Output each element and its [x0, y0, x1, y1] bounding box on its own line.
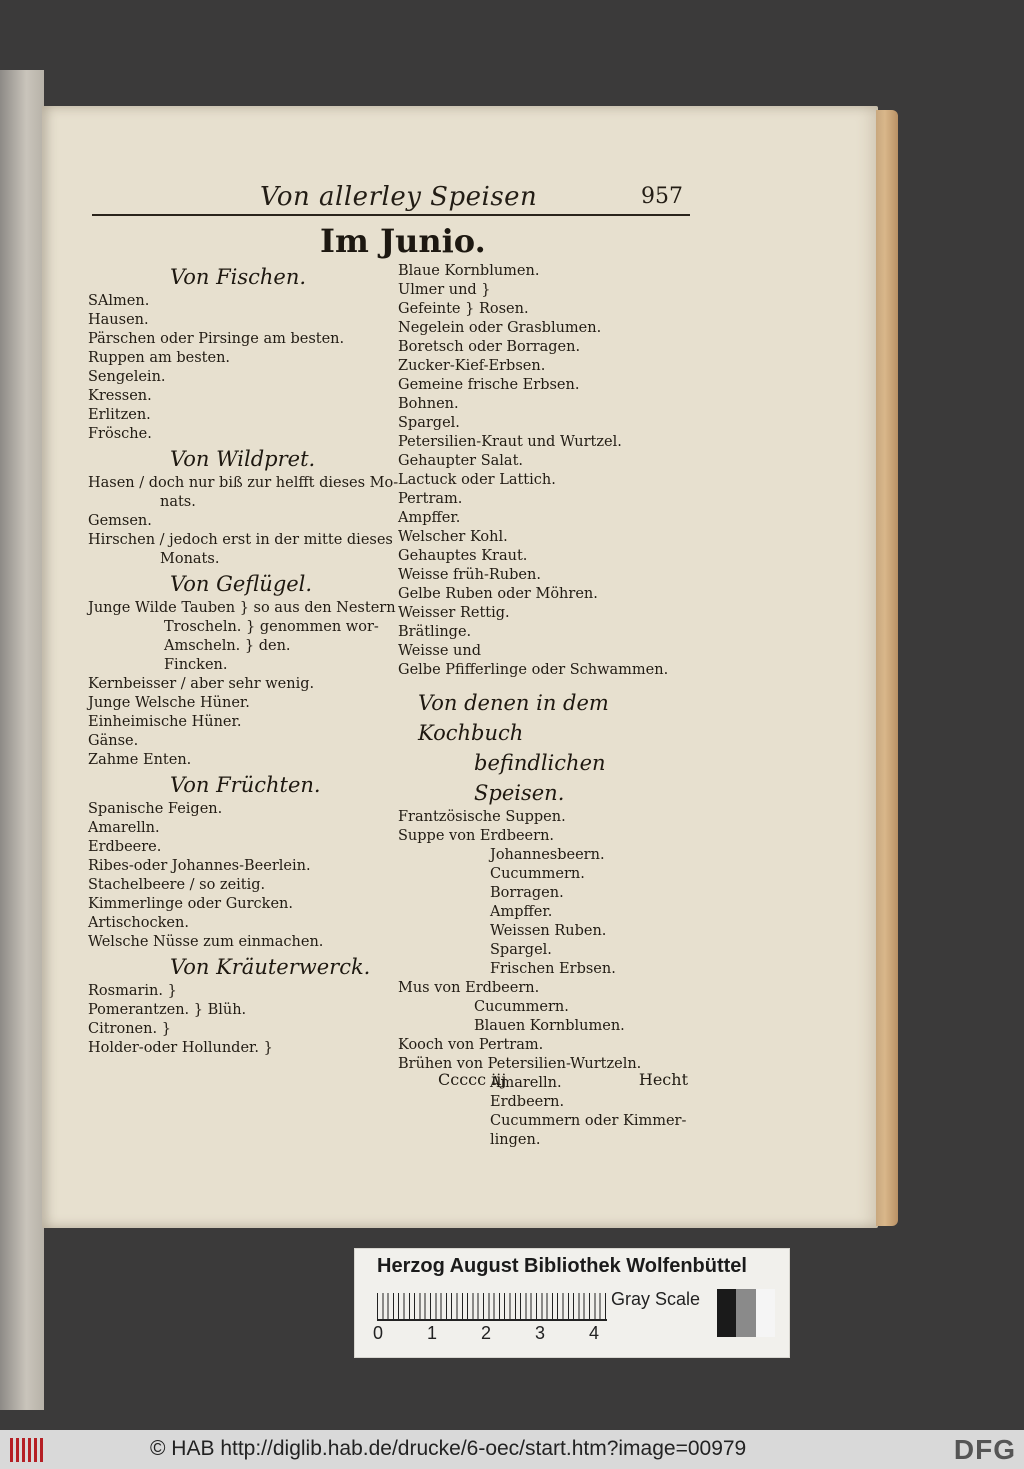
list-item: Junge Welsche Hüner. — [88, 695, 250, 711]
list-item: Amarelln. — [490, 1075, 562, 1091]
running-header — [95, 182, 695, 216]
list-item: SAlmen. — [88, 293, 150, 309]
list-item: Erdbeere. — [88, 839, 162, 855]
dfg-logo: DFG — [953, 1434, 1016, 1465]
list-item: Amscheln. } den. — [164, 638, 291, 654]
list-item: Welsche Nüsse zum einmachen. — [88, 934, 324, 950]
color-calibration-card — [354, 1248, 790, 1358]
spacer — [398, 680, 698, 688]
list-item: Spanische Feigen. — [88, 801, 223, 817]
list-item: Junge Wilde Tauben } so aus den Nestern — [88, 600, 396, 616]
list-item: Blauen Kornblumen. — [474, 1018, 625, 1034]
list-item: Erdbeern. — [490, 1094, 565, 1110]
ruler-number: 2 — [481, 1323, 492, 1343]
list-item: Weisse und — [398, 643, 481, 659]
list-item: Johannesbeern. — [490, 847, 605, 863]
list-item: Erlitzen. — [88, 407, 151, 423]
list-item: nats. — [160, 494, 196, 510]
hab-logo-icon — [10, 1438, 46, 1462]
list-item: Frösche. — [88, 426, 152, 442]
list-item: Ruppen am besten. — [88, 350, 231, 366]
list-item: Hasen / doch nur biß zur helfft dieses Mo- — [88, 475, 399, 491]
ruler-number: 0 — [373, 1323, 384, 1343]
list-item: Kernbeisser / aber sehr wenig. — [88, 676, 315, 692]
list-item: Pertram. — [398, 491, 463, 507]
list-item: Ampffer. — [490, 904, 553, 920]
list-item: Gelbe Pfifferlinge oder Schwammen. — [398, 662, 669, 678]
list-item: Ampffer. — [398, 510, 461, 526]
list-item: Frantzösische Suppen. — [398, 809, 566, 825]
card-title: Herzog August Bibliothek Wolfenbüttel — [377, 1255, 747, 1277]
right-column — [398, 262, 698, 1150]
list-item: Weissen Ruben. — [490, 923, 607, 939]
list-item: Zucker-Kief-Erbsen. — [398, 358, 546, 374]
list-item: Hirschen / jedoch erst in der mitte dieses — [88, 532, 393, 548]
list-item: Kimmerlinge oder Gurcken. — [88, 896, 293, 912]
list-item: Einheimische Hüner. — [88, 714, 242, 730]
list-item: Lactuck oder Lattich. — [398, 472, 556, 488]
list-item: Gemsen. — [88, 513, 152, 529]
footer-bar — [0, 1430, 1024, 1469]
list-item: Welscher Kohl. — [398, 529, 508, 545]
list-item: Gefeinte } Rosen. — [398, 301, 529, 317]
list-item: Suppe von Erdbeern. — [398, 828, 555, 844]
list-item: Borragen. — [490, 885, 564, 901]
gray-swatch — [756, 1289, 775, 1337]
list-item: Negelein oder Grasblumen. — [398, 320, 602, 336]
gray-swatch — [717, 1289, 736, 1337]
section-heading: befindlichen Speisen. — [474, 751, 606, 805]
list-item: Weisser Rettig. — [398, 605, 510, 621]
list-item: Pomerantzen. } Blüh. — [88, 1002, 247, 1018]
page-fore-edge — [876, 110, 898, 1226]
list-item: Petersilien-Kraut und Wurtzel. — [398, 434, 622, 450]
list-item: Kressen. — [88, 388, 152, 404]
header-title: Von allerley Speisen — [260, 182, 538, 212]
ruler-number: 3 — [535, 1323, 546, 1343]
list-item: Brätlinge. — [398, 624, 472, 640]
list-item: Gemeine frische Erbsen. — [398, 377, 580, 393]
list-item: Gänse. — [88, 733, 139, 749]
gray-swatches — [717, 1289, 775, 1337]
list-item: Hausen. — [88, 312, 149, 328]
list-item: Cucummern. — [490, 866, 585, 882]
list-item: Ulmer und } — [398, 282, 491, 298]
footer-copyright[interactable]: © HAB http://diglib.hab.de/drucke/6-oec/start.htm?image=00979 — [150, 1437, 747, 1460]
list-item: Ribes-oder Johannes-Beerlein. — [88, 858, 311, 874]
list-item: Gehaupter Salat. — [398, 453, 524, 469]
section-heading: Von Wildpret. — [170, 447, 316, 471]
section-heading: Von Geflügel. — [170, 572, 313, 596]
list-item: Cucummern oder Kimmer- — [490, 1113, 687, 1129]
list-item: Amarelln. — [88, 820, 160, 836]
signature-mark: Ccccc iij — [438, 1070, 507, 1089]
list-item: Holder-oder Hollunder. } — [88, 1040, 273, 1056]
ruler-number: 1 — [427, 1323, 438, 1343]
list-item: Troscheln. } genommen wor- — [164, 619, 379, 635]
ruler-number: 4 — [589, 1323, 600, 1343]
list-item: Sengelein. — [88, 369, 166, 385]
gray-scale-label: Gray Scale — [611, 1289, 701, 1309]
catchword: Hecht — [638, 1070, 688, 1089]
list-item: Gelbe Ruben oder Möhren. — [398, 586, 598, 602]
list-item: Boretsch oder Borragen. — [398, 339, 581, 355]
section-heading: Von Kräuterwerck. — [170, 955, 371, 979]
section-heading: Von Fischen. — [170, 265, 307, 289]
list-item: Bohnen. — [398, 396, 459, 412]
list-item: Kooch von Pertram. — [398, 1037, 544, 1053]
left-page-edge — [0, 70, 44, 1410]
list-item: Weisse früh-Ruben. — [398, 567, 541, 583]
list-item: Stachelbeere / so zeitig. — [88, 877, 266, 893]
list-item: Brühen von Petersilien-Wurtzeln. — [398, 1056, 642, 1072]
section-heading: Von denen in dem Kochbuch — [418, 691, 609, 745]
header-rule — [92, 214, 690, 216]
list-item: Fincken. — [164, 657, 228, 673]
list-item: Rosmarin. } — [88, 983, 177, 999]
ruler-scale — [377, 1293, 607, 1321]
list-item: Monats. — [160, 551, 220, 567]
month-title: Im Junio. — [320, 222, 486, 260]
list-item: Citronen. } — [88, 1021, 171, 1037]
list-item: Cucummern. — [474, 999, 569, 1015]
list-item: Spargel. — [490, 942, 552, 958]
left-column — [88, 262, 399, 1058]
list-item: lingen. — [490, 1132, 541, 1148]
section-heading: Von Früchten. — [170, 773, 321, 797]
list-item: Frischen Erbsen. — [490, 961, 616, 977]
page-number: 957 — [641, 184, 683, 209]
list-item: Blaue Kornblumen. — [398, 263, 540, 279]
list-item: Mus von Erdbeern. — [398, 980, 540, 996]
list-item: Zahme Enten. — [88, 752, 192, 768]
list-item: Artischocken. — [88, 915, 189, 931]
list-item: Gehauptes Kraut. — [398, 548, 528, 564]
gray-swatch — [736, 1289, 755, 1337]
list-item: Spargel. — [398, 415, 460, 431]
list-item: Pärschen oder Pirsinge am besten. — [88, 331, 345, 347]
